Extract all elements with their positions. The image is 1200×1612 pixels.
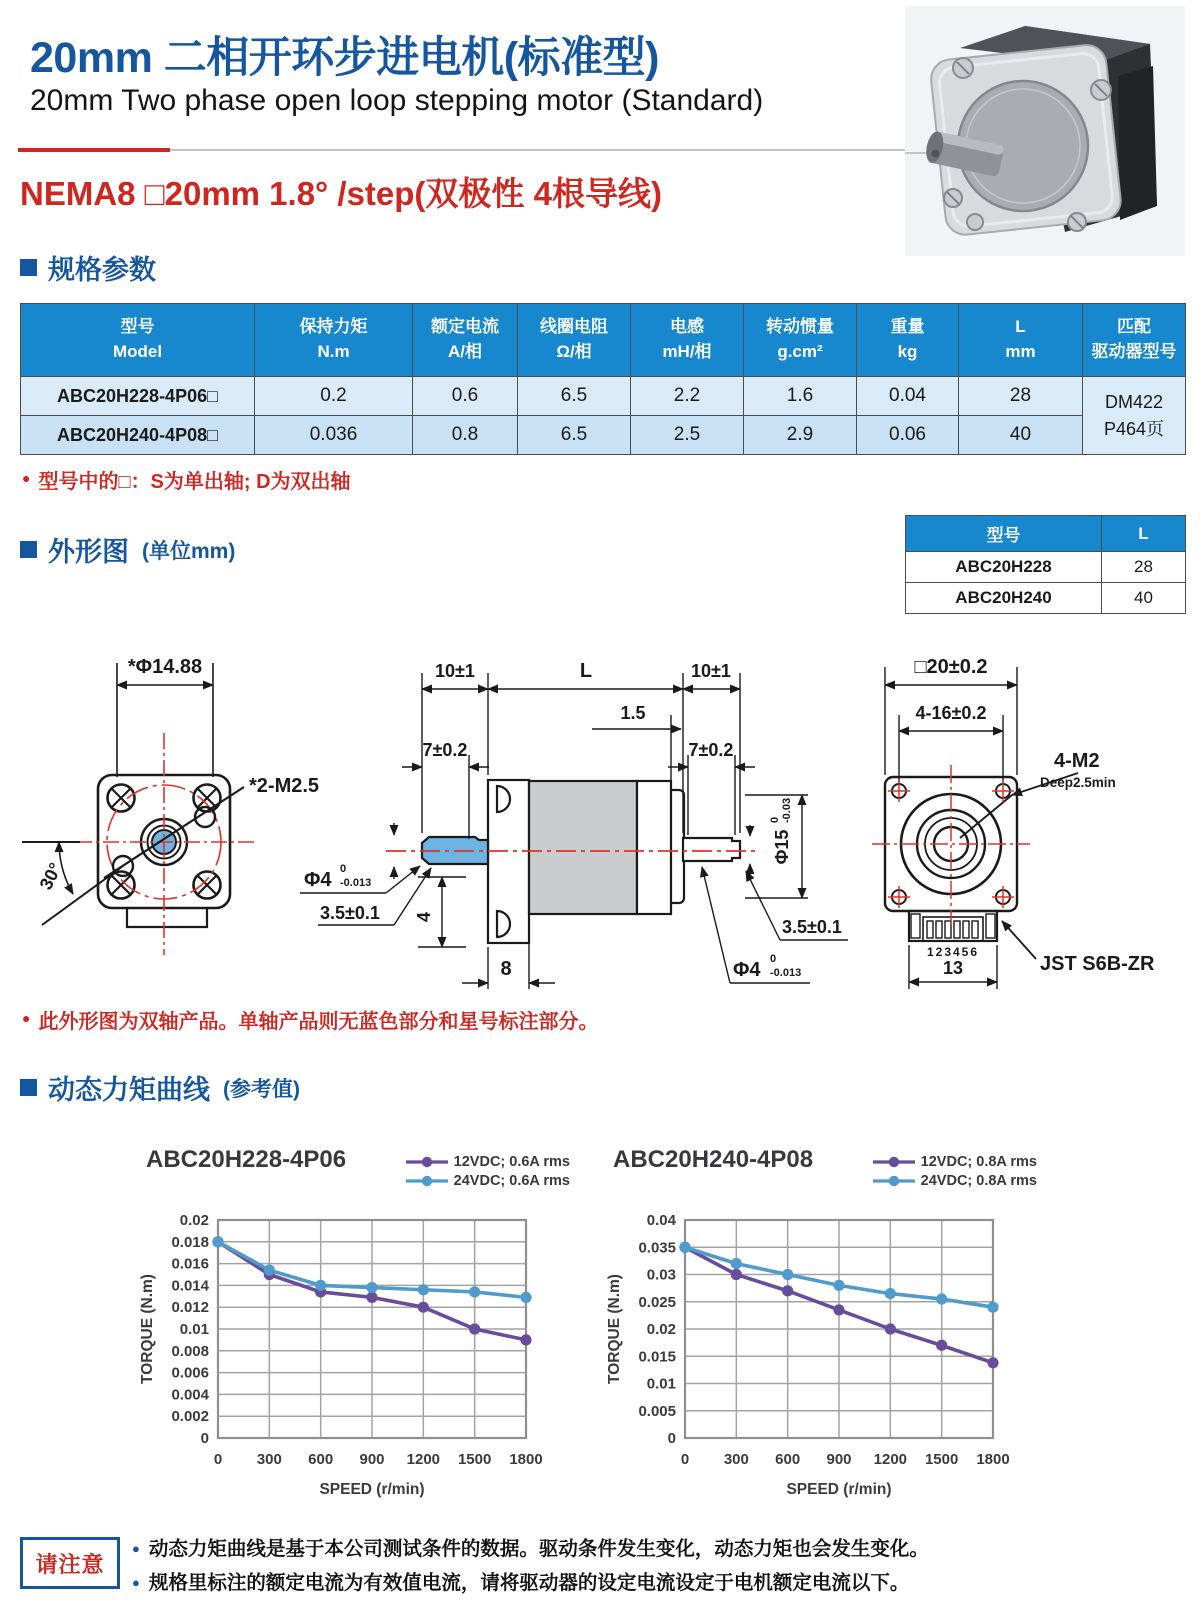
page-subtitle: 20mm Two phase open loop stepping motor (Standard) [30, 84, 764, 117]
model-cell: ABC20H228-4P06□ [21, 377, 255, 416]
dim-1p5: 1.5 [620, 703, 646, 723]
dim-rear-flat: 7±0.2 [688, 740, 734, 760]
dim-8: 8 [500, 958, 512, 980]
section-spec [20, 248, 156, 287]
svg-text:0.035: 0.035 [638, 1239, 676, 1257]
dim-connector-width: 13 [942, 958, 964, 978]
dim-m2-tap: 4-M2 [1054, 750, 1100, 772]
svg-text:0.002: 0.002 [171, 1408, 209, 1426]
value-cell: 0.04 [857, 377, 959, 416]
col-driver: 匹配 驱动器型号 [1083, 304, 1186, 377]
legend-marker [404, 1175, 450, 1187]
spec-note: ● 型号中的□：S为单出轴; D为双出轴 [22, 465, 351, 494]
section-bullet [20, 1079, 37, 1096]
section-torque-sub: (参考值) [223, 1077, 300, 1101]
svg-text:1500: 1500 [924, 1451, 959, 1468]
svg-text:300: 300 [256, 1451, 282, 1468]
footer-note: ● 规格里标注的额定电流为有效值电流，请将驱动器的设定电流设定于电机额定电流以下。 [132, 1568, 929, 1598]
dim-hole-pitch: 4-16±0.2 [915, 703, 987, 723]
legend-marker [404, 1156, 450, 1168]
value-cell: 28 [959, 377, 1083, 416]
footer-note: ● 动态力矩曲线是基于本公司测试条件的数据。驱动条件发生变化，动态力矩也会发生变化。 [132, 1534, 929, 1564]
col-weight: 重量 kg [857, 304, 959, 377]
footer-notes [132, 1534, 929, 1598]
spec-table [20, 303, 1186, 455]
section-outline-title: 外形图 [48, 537, 129, 567]
dim-pilot-dia: Φ15 [772, 829, 792, 865]
col-inductance: 电感 mH/相 [631, 304, 744, 377]
value-cell: 2.9 [744, 416, 857, 455]
svg-text:900: 900 [826, 1451, 852, 1468]
bullet-icon: ● [22, 470, 31, 486]
svg-text:0: 0 [213, 1451, 223, 1468]
value-cell: 6.5 [518, 416, 631, 455]
chart-legend [404, 1154, 570, 1189]
value-cell: 40 [959, 416, 1083, 455]
svg-text:0: 0 [340, 863, 347, 875]
table-row [21, 377, 1186, 416]
value-cell: 2.5 [631, 416, 744, 455]
size-table-header [906, 516, 1186, 552]
svg-text:0: 0 [680, 1451, 690, 1468]
svg-text:0: 0 [769, 816, 781, 823]
svg-text:-0.013: -0.013 [340, 877, 372, 889]
dim-front-shaft-dia: Φ4 [304, 869, 332, 891]
dim-frame-size: □20±0.2 [914, 656, 988, 678]
svg-text:-0.03: -0.03 [781, 797, 793, 823]
value-cell: 0.6 [413, 377, 518, 416]
torque-chart-h240 [595, 1140, 1065, 1520]
dim-shaft-bolt-circle: *Φ14.88 [127, 656, 203, 678]
value-cell: 1.6 [744, 377, 857, 416]
dim-rear-flat-depth: 3.5±0.1 [782, 917, 842, 937]
section-torque-title: 动态力矩曲线 [48, 1075, 210, 1105]
legend-marker [871, 1175, 917, 1187]
svg-text:0.016: 0.016 [171, 1255, 209, 1273]
side-view-drawing [290, 615, 850, 1000]
table-row: ABC20H240 40 [906, 583, 1186, 614]
header-divider [18, 148, 905, 152]
bullet-icon: ● [132, 1575, 140, 1590]
svg-text:0.02: 0.02 [179, 1212, 209, 1229]
svg-text:0.005: 0.005 [638, 1402, 676, 1420]
table-row: ABC20H228 28 [906, 552, 1186, 583]
section-outline-unit: (单位mm) [142, 539, 236, 563]
dim-front-flat-depth: 3.5±0.1 [320, 903, 380, 923]
svg-text:0.02: 0.02 [646, 1321, 676, 1338]
section-torque [20, 1068, 300, 1107]
svg-text:-0.013: -0.013 [770, 967, 802, 979]
section-outline [20, 530, 235, 569]
chart-title: ABC20H228-4P06 [146, 1146, 347, 1173]
value-cell: 0.2 [255, 377, 413, 416]
svg-text:0.006: 0.006 [171, 1364, 209, 1382]
svg-text:300: 300 [723, 1451, 749, 1468]
attention-badge: 请注意 [20, 1537, 120, 1589]
legend-label: 24VDC; 0.8A rms [920, 1173, 1037, 1189]
svg-text:TORQUE (N.m): TORQUE (N.m) [139, 1274, 156, 1384]
col-holding-torque: 保持力矩 N.m [255, 304, 413, 377]
legend-item [404, 1173, 570, 1189]
value-cell: 0.036 [255, 416, 413, 455]
legend-label: 24VDC; 0.6A rms [453, 1173, 570, 1189]
legend-item [871, 1173, 1037, 1189]
legend-item [404, 1154, 570, 1170]
svg-text:1500: 1500 [457, 1451, 492, 1468]
col-model: 型号 Model [21, 304, 255, 377]
bullet-icon: ● [22, 1010, 31, 1026]
size-col-L: L [1102, 516, 1186, 552]
svg-text:0.01: 0.01 [179, 1321, 209, 1338]
value-cell: 0.8 [413, 416, 518, 455]
svg-text:900: 900 [359, 1451, 385, 1468]
outline-note: ● 此外形图为双轴产品。单轴产品则无蓝色部分和星号标注部分。 [22, 1005, 598, 1034]
svg-text:0.025: 0.025 [638, 1293, 676, 1311]
dim-30deg: 30° [35, 859, 66, 893]
spec-line: NEMA8 □20mm 1.8° /step(双极性 4根导线) [20, 175, 662, 212]
torque-curve-plot [128, 1202, 588, 1504]
section-bullet [20, 259, 37, 276]
col-rated-current: 额定电流 A/相 [413, 304, 518, 377]
svg-text:0.015: 0.015 [638, 1348, 676, 1366]
page-title: 20mm 二相开环步进电机(标准型) [30, 34, 659, 82]
svg-text:0: 0 [667, 1430, 676, 1447]
svg-text:0.004: 0.004 [171, 1386, 209, 1404]
svg-text:0.012: 0.012 [171, 1299, 209, 1317]
motor-photo [905, 6, 1185, 256]
svg-text:0.01: 0.01 [646, 1375, 676, 1393]
svg-text:1800: 1800 [509, 1451, 543, 1468]
col-inertia: 转动惯量 g.cm² [744, 304, 857, 377]
connector-pin-numbers: 123456 [926, 945, 980, 959]
svg-text:600: 600 [775, 1451, 801, 1468]
svg-text:0.014: 0.014 [171, 1277, 209, 1295]
legend-marker [871, 1156, 917, 1168]
svg-text:0.04: 0.04 [646, 1212, 676, 1229]
spec-table-header-row [21, 304, 1186, 377]
dim-front-flat: 7±0.2 [422, 740, 468, 760]
table-row [21, 416, 1186, 455]
legend-label: 12VDC; 0.8A rms [920, 1154, 1037, 1170]
size-col-model: 型号 [906, 516, 1102, 552]
svg-text:0: 0 [770, 953, 777, 965]
svg-text:0.008: 0.008 [171, 1342, 209, 1360]
dim-4: 4 [414, 911, 434, 923]
dim-rear-shaft-len: 10±1 [691, 661, 731, 681]
section-spec-title: 规格参数 [48, 255, 156, 285]
col-resistance: 线圈电阻 Ω/相 [518, 304, 631, 377]
dim-rear-shaft-dia: Φ4 [733, 959, 761, 981]
size-table [905, 515, 1186, 614]
rear-view-drawing [830, 615, 1200, 1000]
value-cell: 6.5 [518, 377, 631, 416]
svg-text:0.018: 0.018 [171, 1233, 209, 1251]
dim-body-length: L [579, 660, 593, 682]
dim-tap-depth: Deep2.5min [1040, 775, 1116, 790]
legend-label: 12VDC; 0.6A rms [453, 1154, 570, 1170]
chart-title: ABC20H240-4P08 [613, 1146, 814, 1173]
svg-text:SPEED (r/min): SPEED (r/min) [786, 1481, 892, 1498]
model-cell: ABC20H240-4P08□ [21, 416, 255, 455]
dim-m25-tap: *2-M2.5 [249, 775, 320, 797]
svg-text:TORQUE (N.m): TORQUE (N.m) [606, 1274, 623, 1384]
svg-text:1200: 1200 [873, 1451, 908, 1468]
dim-front-shaft-len: 10±1 [435, 661, 475, 681]
svg-text:SPEED (r/min): SPEED (r/min) [319, 1481, 425, 1498]
value-cell: 0.06 [857, 416, 959, 455]
torque-curve-plot [595, 1202, 1055, 1504]
value-cell: 2.2 [631, 377, 744, 416]
legend-item [871, 1154, 1037, 1170]
torque-chart-h228 [128, 1140, 598, 1520]
section-bullet [20, 541, 37, 558]
svg-text:0: 0 [200, 1430, 209, 1447]
svg-text:0.03: 0.03 [646, 1266, 676, 1284]
driver-cell: DM422 P464页 [1083, 377, 1186, 455]
svg-text:1200: 1200 [406, 1451, 441, 1468]
col-length: L mm [959, 304, 1083, 377]
connector-type-label: JST S6B-ZR [1040, 953, 1155, 975]
svg-text:600: 600 [308, 1451, 334, 1468]
bullet-icon: ● [132, 1541, 140, 1556]
svg-text:1800: 1800 [976, 1451, 1010, 1468]
chart-legend [871, 1154, 1037, 1189]
